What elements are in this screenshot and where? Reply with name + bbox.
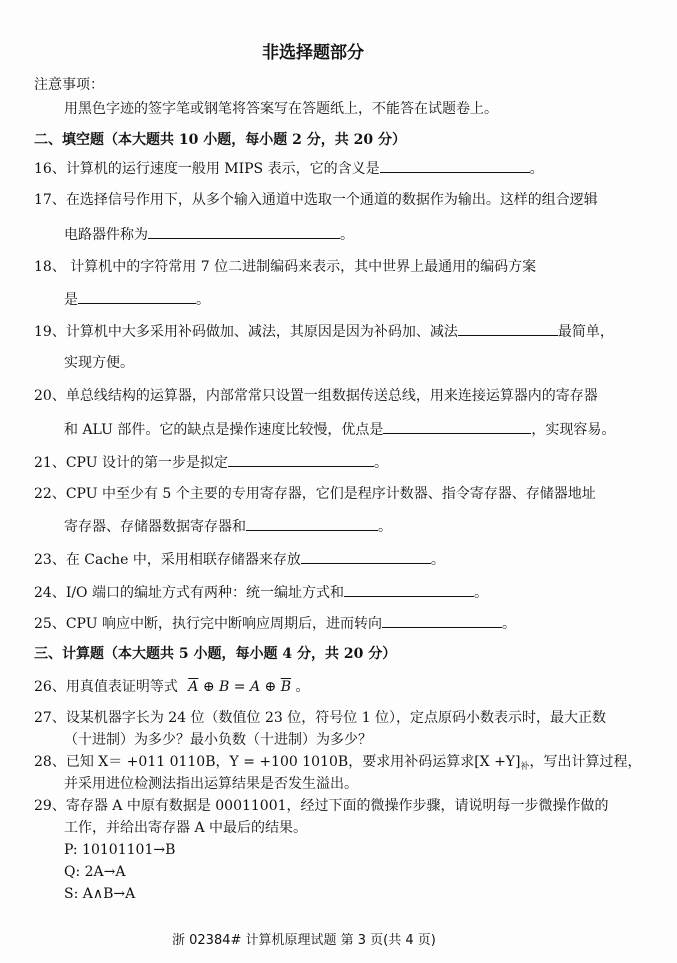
section-3-heading: 三、计算题（本大题共 5 小题，每小题 4 分，共 20 分） bbox=[34, 646, 397, 662]
question-18-end: 。 bbox=[196, 292, 210, 308]
question-27-line-1: 27、设某机器字长为 24 位（数值位 23 位，符号位 1 位），定点原码小数表示时，最大正数 bbox=[34, 710, 607, 726]
question-21 bbox=[34, 453, 388, 472]
answer-blank-18 bbox=[78, 290, 196, 304]
answer-blank-20 bbox=[383, 420, 531, 434]
formula-xor-2: ⊕ bbox=[260, 679, 281, 695]
question-17-text: 电路器件称为 bbox=[64, 227, 148, 243]
question-16-text: 16、计算机的运行速度一般用 MIPS 表示，它的含义是 bbox=[34, 161, 380, 177]
answer-blank-23 bbox=[301, 550, 431, 564]
question-26-text: 26、用真值表证明等式 bbox=[34, 679, 178, 695]
formula bbox=[188, 679, 295, 695]
answer-blank-25 bbox=[382, 614, 502, 628]
question-22-line-2 bbox=[64, 517, 392, 536]
question-26 bbox=[34, 678, 310, 696]
question-22-text: 寄存器、存储器数据寄存器和 bbox=[64, 519, 246, 535]
question-24 bbox=[34, 583, 488, 602]
question-19-line-2: 实现方便。 bbox=[64, 355, 134, 371]
question-20-line-1: 20、单总线结构的运算器，内部常常只设置一组数据传送总线，用来连接运算器内的寄存器 bbox=[34, 388, 598, 404]
answer-blank-24 bbox=[344, 583, 474, 597]
question-26-end: 。 bbox=[295, 679, 310, 695]
question-28-subscript: 补 bbox=[520, 762, 530, 772]
question-23 bbox=[34, 550, 445, 569]
question-19-text: 19、计算机中大多采用补码做加、减法，其原因是因为补码加、减法 bbox=[34, 324, 458, 340]
question-29-line-1: 29、寄存器 A 中原有数据是 00011001，经过下面的微操作步骤，请说明每一步微操作做的 bbox=[34, 798, 609, 814]
answer-blank-19 bbox=[458, 322, 558, 336]
question-22-line-1: 22、CPU 中至少有 5 个主要的专用寄存器，它们是程序计数器、指令寄存器、存储器地址 bbox=[34, 486, 596, 502]
section-2-heading: 二、填空题（本大题共 10 小题，每小题 2 分，共 20 分） bbox=[34, 132, 406, 148]
question-19-line-1 bbox=[34, 322, 614, 341]
formula-xor-1: ⊕ bbox=[198, 679, 220, 695]
question-21-end: 。 bbox=[373, 455, 388, 471]
question-25-text: 25、CPU 响应中断，执行完中断响应周期后，进而转向 bbox=[34, 616, 382, 632]
answer-blank-22 bbox=[246, 517, 378, 531]
question-18-line-2 bbox=[64, 290, 210, 309]
question-17-line-1: 17、在选择信号作用下，从多个输入通道中选取一个通道的数据作为输出。这样的组合逻辑 bbox=[34, 192, 598, 208]
question-20-text: 和 ALU 部件。它的缺点是操作速度比较慢，优点是 bbox=[64, 422, 384, 438]
answer-blank-17 bbox=[148, 225, 340, 239]
question-20-line-2 bbox=[64, 420, 615, 439]
micro-op-s: S: A∧B→A bbox=[64, 886, 136, 902]
page-title: 非选择题部分 bbox=[262, 43, 364, 63]
question-17-line-2 bbox=[64, 225, 354, 244]
question-17-end: 。 bbox=[340, 227, 354, 243]
formula-equals: = bbox=[229, 679, 250, 695]
question-27-line-2: （十进制）为多少？最小负数（十进制）为多少？ bbox=[64, 732, 372, 748]
question-24-end: 。 bbox=[474, 585, 488, 601]
question-25-end: 。 bbox=[501, 616, 516, 632]
formula-b-bar: $\overline{B}$ bbox=[280, 679, 292, 695]
answer-blank-21 bbox=[228, 453, 374, 467]
question-28-line-2: 并采用进位检测法指出运算结果是否发生溢出。 bbox=[64, 776, 358, 792]
micro-op-q: Q: 2A→A bbox=[64, 864, 126, 880]
page-footer: 浙 02384# 计算机原理试题 第 3 页(共 4 页) bbox=[172, 933, 436, 948]
notice-label: 注意事项： bbox=[34, 77, 104, 93]
question-24-text: 24、I/O 端口的编址方式有两种：统一编址方式和 bbox=[34, 585, 344, 601]
formula-a-bar: $\overline{A}$ bbox=[188, 679, 199, 695]
micro-op-p: P: 10101101→B bbox=[64, 842, 176, 858]
formula-b: B bbox=[219, 679, 230, 695]
question-16 bbox=[34, 159, 544, 178]
question-23-text: 23、在 Cache 中，采用相联存储器来存放 bbox=[34, 552, 301, 568]
question-21-text: 21、CPU 设计的第一步是拟定 bbox=[34, 455, 228, 471]
question-19-end: 最简单， bbox=[557, 324, 614, 340]
question-29-line-2: 工作，并给出寄存器 A 中最后的结果。 bbox=[64, 820, 308, 836]
question-23-end: 。 bbox=[430, 552, 445, 568]
question-22-end: 。 bbox=[378, 519, 392, 535]
question-18-line-1: 18、 计算机中的字符常用 7 位二进制编码来表示，其中世界上最通用的编码方案 bbox=[34, 259, 537, 275]
question-28-end: ，写出计算过程， bbox=[529, 754, 642, 770]
question-28-line-1 bbox=[34, 753, 642, 776]
question-16-end: 。 bbox=[529, 161, 544, 177]
notice-text: 用黑色字迹的签字笔或钢笔将答案写在答题纸上，不能答在试题卷上。 bbox=[64, 101, 498, 117]
question-20-end: ，实现容易。 bbox=[531, 422, 616, 438]
formula-a: A bbox=[249, 679, 261, 695]
question-25 bbox=[34, 614, 516, 633]
answer-blank-16 bbox=[380, 159, 530, 173]
question-28-text: 28、已知 X＝ +011 0110B，Y = +100 1010B，要求用补码运算求[X +Y] bbox=[34, 754, 521, 770]
question-18-text: 是 bbox=[64, 292, 78, 308]
